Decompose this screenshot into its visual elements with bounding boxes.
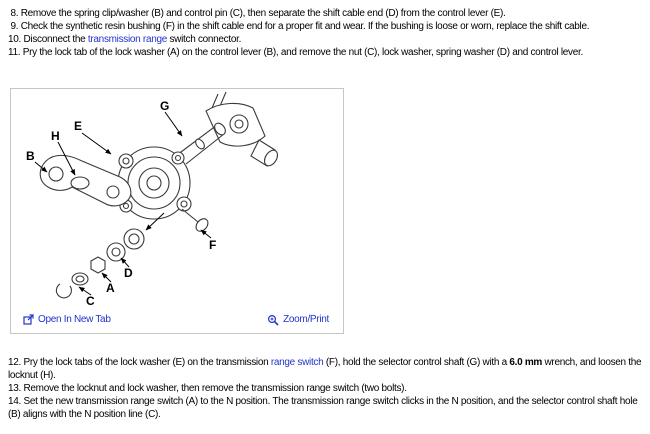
part-label-c: C xyxy=(86,294,95,308)
step-9-text: 9. Check the synthetic resin bushing (F) in the shift cable end for a proper fit and wear. If the bushing is loose or worn, replace the shift cable. xyxy=(8,21,590,32)
step-11-text: 11. Pry the lock tab of the lock washer (A) on the control lever (B), and remove the nut (C), lock washer, spring washer (D) and control lever. xyxy=(8,47,583,58)
step-12-wrench-size: 6.0 mm xyxy=(509,357,543,368)
part-label-d: D xyxy=(124,266,133,280)
step-8-text: 8. Remove the spring clip/washer (B) and control pin (C), then separate the shift cable end (D) from the control lever (E). xyxy=(8,8,506,19)
transmission-range-link[interactable]: transmission range xyxy=(87,34,167,45)
open-in-new-icon xyxy=(23,314,34,325)
part-label-a: A xyxy=(106,281,115,295)
step-12-text-pre: 12. Pry the lock tabs of the lock washer (E) on the transmission xyxy=(8,357,271,368)
open-in-new-tab-label: Open In New Tab xyxy=(38,314,111,325)
zoom-print-link[interactable] xyxy=(267,313,329,326)
step-8 xyxy=(8,7,642,20)
step-12-text-post: wrench, and loosen the locknut (H). xyxy=(8,357,644,381)
figure-box xyxy=(10,88,344,334)
figure-actions xyxy=(11,311,343,333)
instructions-bottom xyxy=(0,334,650,421)
step-13 xyxy=(8,382,642,395)
part-label-h: H xyxy=(51,129,60,143)
step-12 xyxy=(8,356,642,382)
part-label-b: B xyxy=(26,149,35,163)
exploded-diagram xyxy=(12,91,342,311)
step-14-text: 14. Set the new transmission range switch (A) to the N position. The transmission range switch clicks in the N position, and the selector control shaft hole (B) aligns with the N position line (C). xyxy=(8,396,640,420)
step-10-text-post: switch connector. xyxy=(167,34,242,45)
open-in-new-tab-link[interactable] xyxy=(23,313,111,326)
range-switch-link[interactable]: range switch xyxy=(270,357,324,368)
step-9 xyxy=(8,20,642,33)
step-11 xyxy=(8,46,642,59)
step-10-text-pre: 10. Disconnect the xyxy=(8,34,88,45)
step-13-text: 13. Remove the locknut and lock washer, then remove the transmission range switch (two bolts). xyxy=(8,383,407,394)
zoom-icon xyxy=(267,314,279,326)
part-label-g: G xyxy=(160,99,170,113)
part-label-f: F xyxy=(209,238,217,252)
part-label-e: E xyxy=(74,119,82,133)
zoom-print-label: Zoom/Print xyxy=(283,314,329,325)
step-10 xyxy=(8,33,642,46)
step-12-text-mid: (F), hold the selector control shaft (G) with a xyxy=(323,357,510,368)
step-14 xyxy=(8,395,642,421)
instructions-top xyxy=(0,0,650,59)
